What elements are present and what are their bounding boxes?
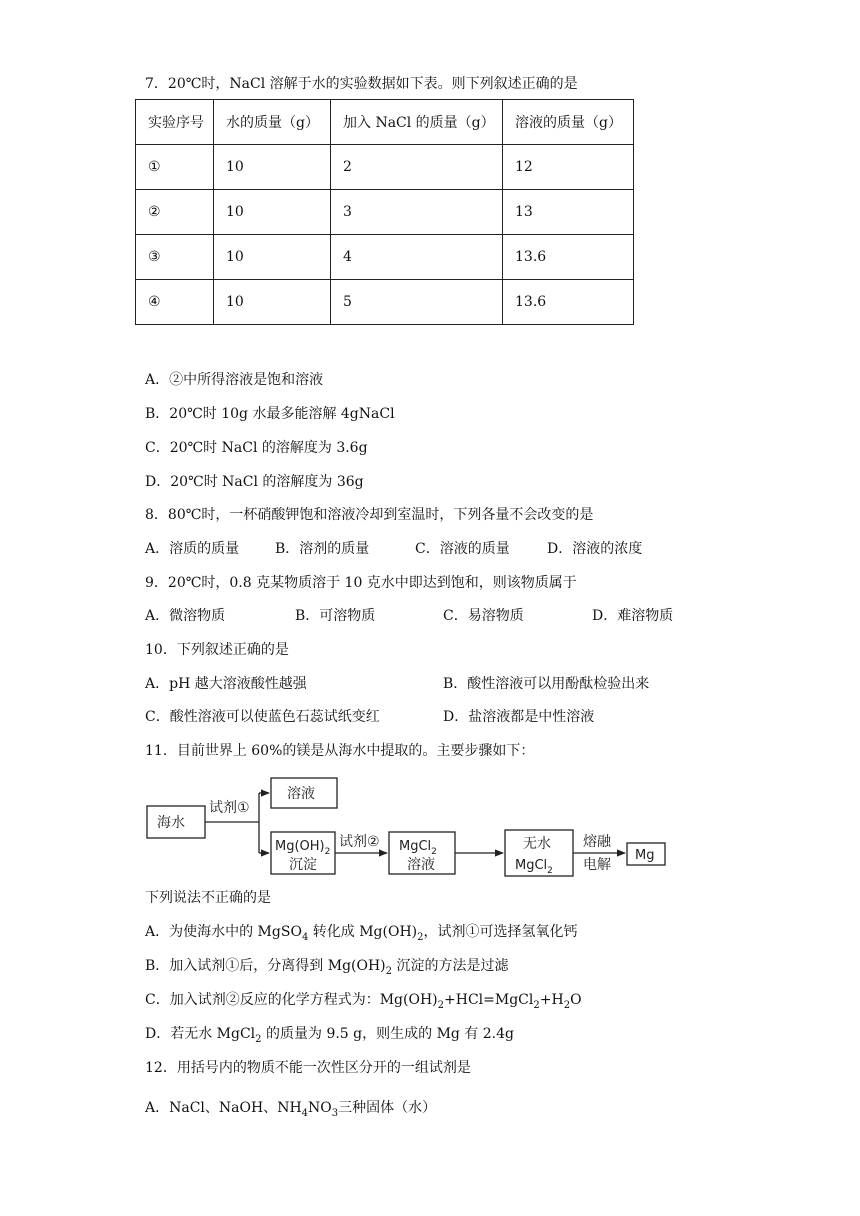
q11-sub-stem: 下列说法不正确的是 [145, 890, 271, 906]
table-row [136, 145, 634, 190]
nacl-data-table [135, 99, 634, 325]
q11-stem: 11．目前世界上 60%的镁是从海水中提取的。主要步骤如下： [145, 743, 535, 759]
q12-stem: 12．用括号内的物质不能一次性区分开的一组试剂是 [145, 1060, 471, 1076]
table-cell: 13 [503, 190, 634, 235]
q9-option-a: A．微溶物质 [145, 608, 226, 624]
table-cell: 10 [214, 235, 331, 280]
table-row [136, 280, 634, 325]
reagent1-label: 试剂① [209, 800, 250, 816]
q10-option-d: D．盐溶液都是中性溶液 [443, 709, 595, 725]
col-header-exp-no: 实验序号 [136, 100, 214, 145]
electrolysis-label: 电解 [583, 857, 611, 873]
table-cell: 3 [331, 190, 503, 235]
table-cell: 13.6 [503, 280, 634, 325]
col-header-water-mass: 水的质量（g） [214, 100, 331, 145]
q10-option-a: A．pH 越大溶液酸性越强 [145, 676, 307, 692]
q10-option-c: C．酸性溶液可以使蓝色石蕊试纸变红 [145, 709, 380, 725]
table-cell: ② [136, 190, 214, 235]
table-cell: ③ [136, 235, 214, 280]
q8-option-c: C．溶液的质量 [415, 541, 510, 557]
table-cell: 10 [214, 145, 331, 190]
table-cell: 10 [214, 280, 331, 325]
solution-label: 溶液 [287, 786, 315, 802]
col-header-nacl-mass: 加入 NaCl 的质量（g） [331, 100, 503, 145]
q8-option-d: D．溶液的浓度 [547, 541, 643, 557]
table-row [136, 190, 634, 235]
q9-option-c: C．易溶物质 [443, 608, 524, 624]
q8-stem: 8．80℃时，一杯硝酸钾饱和溶液冷却到室温时，下列各量不会改变的是 [145, 507, 594, 523]
mg-label: Mg [635, 848, 655, 863]
col-header-solution-mass: 溶液的质量（g） [503, 100, 634, 145]
q11-option-c: C．加入试剂②反应的化学方程式为：$Mg(OH)_2+HCl=MgCl_2+H_2O$ [145, 992, 582, 1011]
table-cell: 2 [331, 145, 503, 190]
q7-option-c: C．20℃时 NaCl 的溶解度为 3.6g [145, 440, 368, 456]
table-row [136, 235, 634, 280]
table-header-row [136, 100, 634, 145]
q7-option-d: D．20℃时 NaCl 的溶解度为 36g [145, 474, 364, 490]
table-cell: 10 [214, 190, 331, 235]
q7-stem: 7．20℃时，NaCl 溶解于水的实验数据如下表。则下列叙述正确的是 [145, 76, 578, 92]
mgcl2-label: MgCl$_2$ [399, 839, 437, 857]
q11-option-d: D．若无水 MgCl$_2$ 的质量为 9.5 g，则生成的 Mg 有 2.4g [145, 1026, 514, 1045]
q7-option-b: B．20℃时 10g 水最多能溶解 4gNaCl [145, 406, 395, 422]
q8-option-a: A．溶质的质量 [145, 541, 240, 557]
q9-option-d: D．难溶物质 [592, 608, 674, 624]
table-cell: 4 [331, 235, 503, 280]
molten-label: 熔融 [583, 834, 611, 850]
q12-option-a: A．NaCl、NaOH、$NH_4NO_3$三种固体（水） [145, 1100, 437, 1119]
q9-option-b: B．可溶物质 [295, 608, 376, 624]
magnesium-flowchart [145, 776, 675, 884]
precipitate-label: 沉淀 [289, 857, 317, 873]
q10-stem: 10．下列叙述正确的是 [145, 642, 289, 658]
table-cell: 12 [503, 145, 634, 190]
seawater-label: 海水 [157, 815, 185, 831]
q8-option-b: B．溶剂的质量 [275, 541, 370, 557]
q9-stem: 9．20℃时，0.8 克某物质溶于 10 克水中即达到饱和，则该物质属于 [145, 575, 577, 591]
anhydrous-mgcl2-label: MgCl$_2$ [515, 858, 553, 876]
mgcl2-solution-label: 溶液 [407, 857, 435, 873]
table-cell: ① [136, 145, 214, 190]
q10-option-b: B．酸性溶液可以用酚酞检验出来 [443, 676, 650, 692]
table-cell: ④ [136, 280, 214, 325]
table-cell: 5 [331, 280, 503, 325]
anhydrous-label: 无水 [523, 836, 551, 852]
q11-option-b: B．加入试剂①后，分离得到 $Mg(OH)_2$ 沉淀的方法是过滤 [145, 958, 509, 977]
q11-option-a: A．为使海水中的 MgSO$_4$ 转化成 $Mg(OH)_2$，试剂①可选择氢氧化钙 [145, 924, 578, 943]
mgoh2-label: $Mg(OH)_2$ [275, 839, 331, 857]
table-cell: 13.6 [503, 235, 634, 280]
reagent2-label: 试剂② [339, 834, 380, 850]
q7-option-a: A．②中所得溶液是饱和溶液 [145, 372, 324, 388]
